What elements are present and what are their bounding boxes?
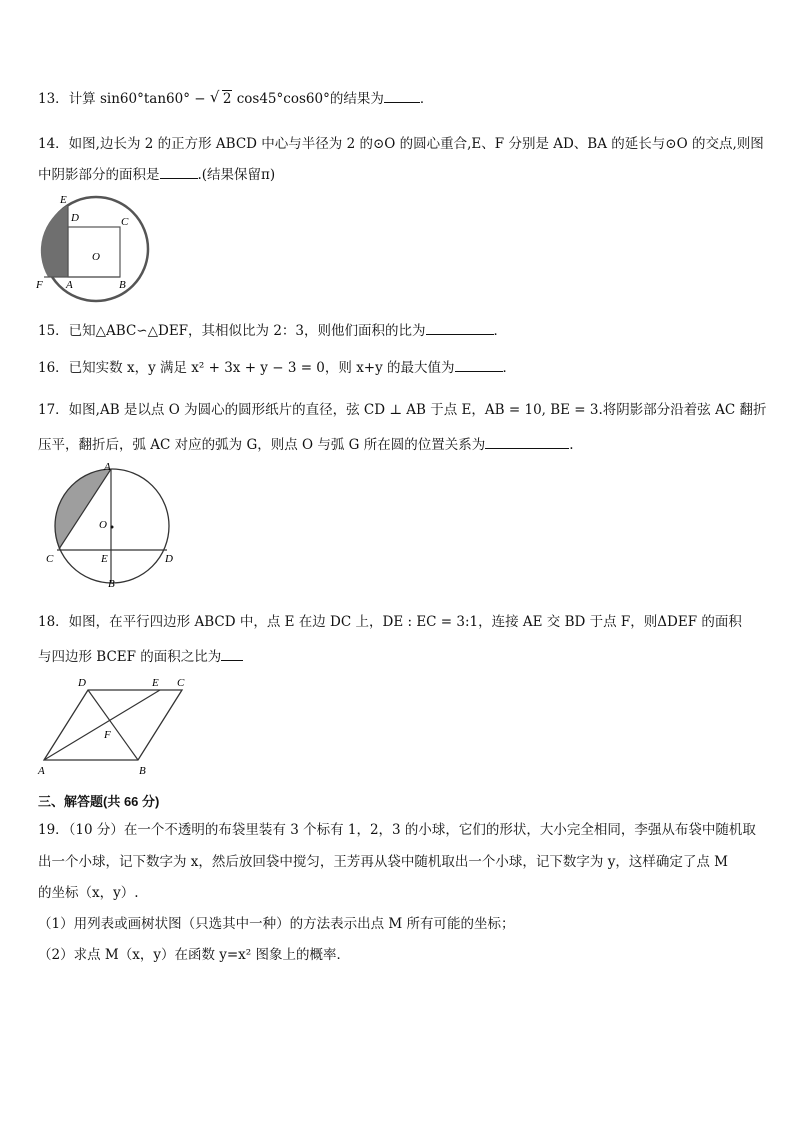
q16-tail: ． — [502, 360, 517, 376]
q14-line-2a: 中阴影部分的面积是 — [38, 167, 160, 183]
q18-figure — [30, 674, 200, 780]
question-13 — [38, 88, 433, 109]
q14-label-D: D — [71, 212, 79, 224]
q18-label-C: C — [177, 677, 185, 689]
q19-line-3: 的坐标（x，y）. — [38, 885, 139, 901]
q13-tail: ． — [419, 91, 434, 107]
q14-label-B: B — [119, 279, 126, 291]
q13-sqrt-arg: 2 — [222, 91, 232, 107]
q14-shaded-region — [41, 205, 68, 277]
section-heading: 三、解答题(共 66 分) — [38, 794, 160, 809]
q18-answer-blank — [221, 646, 243, 661]
q18-label-D: D — [78, 677, 86, 689]
q18-label-A: A — [38, 765, 45, 777]
sqrt-symbol: √ 2 — [209, 88, 232, 107]
q17-label-A: A — [104, 461, 111, 473]
q18-segment-ae — [44, 690, 160, 760]
q14-label-E: E — [60, 194, 67, 206]
q18-label-B: B — [139, 765, 146, 777]
q19-line-1: 19．（10 分）在一个不透明的布袋里装有 3 个标有 1，2，3 的小球，它们的形状，大小完全相同，李强从布袋中随机取 — [38, 822, 756, 838]
q18-line-2 — [38, 646, 243, 667]
q17-line-2a: 压平，翻折后，弧 AC 对应的弧为 G，则点 O 与弧 G 所在圆的位置关系为 — [38, 437, 486, 453]
q17-label-C: C — [46, 553, 54, 565]
q17-answer-blank — [485, 434, 569, 449]
q14-label-C: C — [121, 216, 129, 228]
q14-line-2b: .(结果保留π) — [197, 167, 276, 183]
q14-label-O: O — [92, 251, 100, 263]
q19-sub-1: （1）用列表或画树状图（只选其中一种）的方法表示出点 M 所有可能的坐标； — [38, 916, 515, 932]
q13-text-2: cos45°cos60°的结果为 — [232, 91, 384, 107]
q14-label-F: F — [36, 279, 43, 291]
q14-label-A: A — [66, 279, 73, 291]
q17-line-2 — [38, 434, 574, 455]
q13-number: 13． — [38, 91, 69, 107]
q18-label-E: E — [152, 677, 159, 689]
q15-text: 15．已知△ABC∽△DEF，其相似比为 2：3，则他们面积的比为 — [38, 323, 426, 339]
q17-center-point — [111, 526, 114, 529]
q18-line-2-text: 与四边形 BCEF 的面积之比为 — [38, 649, 222, 665]
q17-line-2b: . — [569, 437, 574, 453]
q14-line-2 — [38, 164, 275, 185]
q14-figure — [34, 190, 156, 312]
q19-line-2: 出一个小球，记下数字为 x，然后放回袋中搅匀，王芳再从袋中随机取出一个小球，记下数字为 y，这样确定了点 M — [38, 854, 728, 870]
q14-answer-blank — [160, 164, 198, 179]
q13-text-1: 计算 sin60°tan60° − — [68, 91, 210, 107]
q19-sub-2: （2）求点 M（x，y）在函数 y=x² 图象上的概率． — [38, 947, 350, 963]
question-16 — [38, 357, 516, 378]
q17-figure — [40, 458, 185, 588]
q18-label-F: F — [104, 729, 111, 741]
q18-line-1: 18．如图，在平行四边形 ABCD 中，点 E 在边 DC 上，DE : EC = 3:1，连接 AE 交 BD 于点 F，则ΔDEF 的面积 — [38, 614, 742, 630]
q16-text: 16．已知实数 x，y 满足 x² + 3x + y − 3 = 0，则 x+y 的最大值为 — [38, 360, 455, 376]
q15-tail: ． — [493, 323, 508, 339]
q14-line-1: 14．如图,边长为 2 的正方形 ABCD 中心与半径为 2 的⊙O 的圆心重合,E、F 分别是 AD、BA 的延长与⊙O 的交点,则图 — [38, 136, 764, 152]
q17-line-1: 17．如图,AB 是以点 O 为圆心的圆形纸片的直径，弦 CD ⊥ AB 于点 E，AB = 10, BE = 3.将阴影部分沿着弦 AC 翻折 — [38, 402, 767, 418]
q15-answer-blank — [426, 320, 494, 335]
q17-label-B: B — [108, 578, 115, 588]
q17-label-E: E — [101, 553, 108, 565]
q17-label-O: O — [99, 519, 107, 531]
question-15 — [38, 320, 507, 341]
q16-answer-blank — [455, 357, 503, 372]
q13-answer-blank — [384, 88, 420, 103]
q18-diagonal-db — [88, 690, 138, 760]
q17-label-D: D — [165, 553, 173, 565]
